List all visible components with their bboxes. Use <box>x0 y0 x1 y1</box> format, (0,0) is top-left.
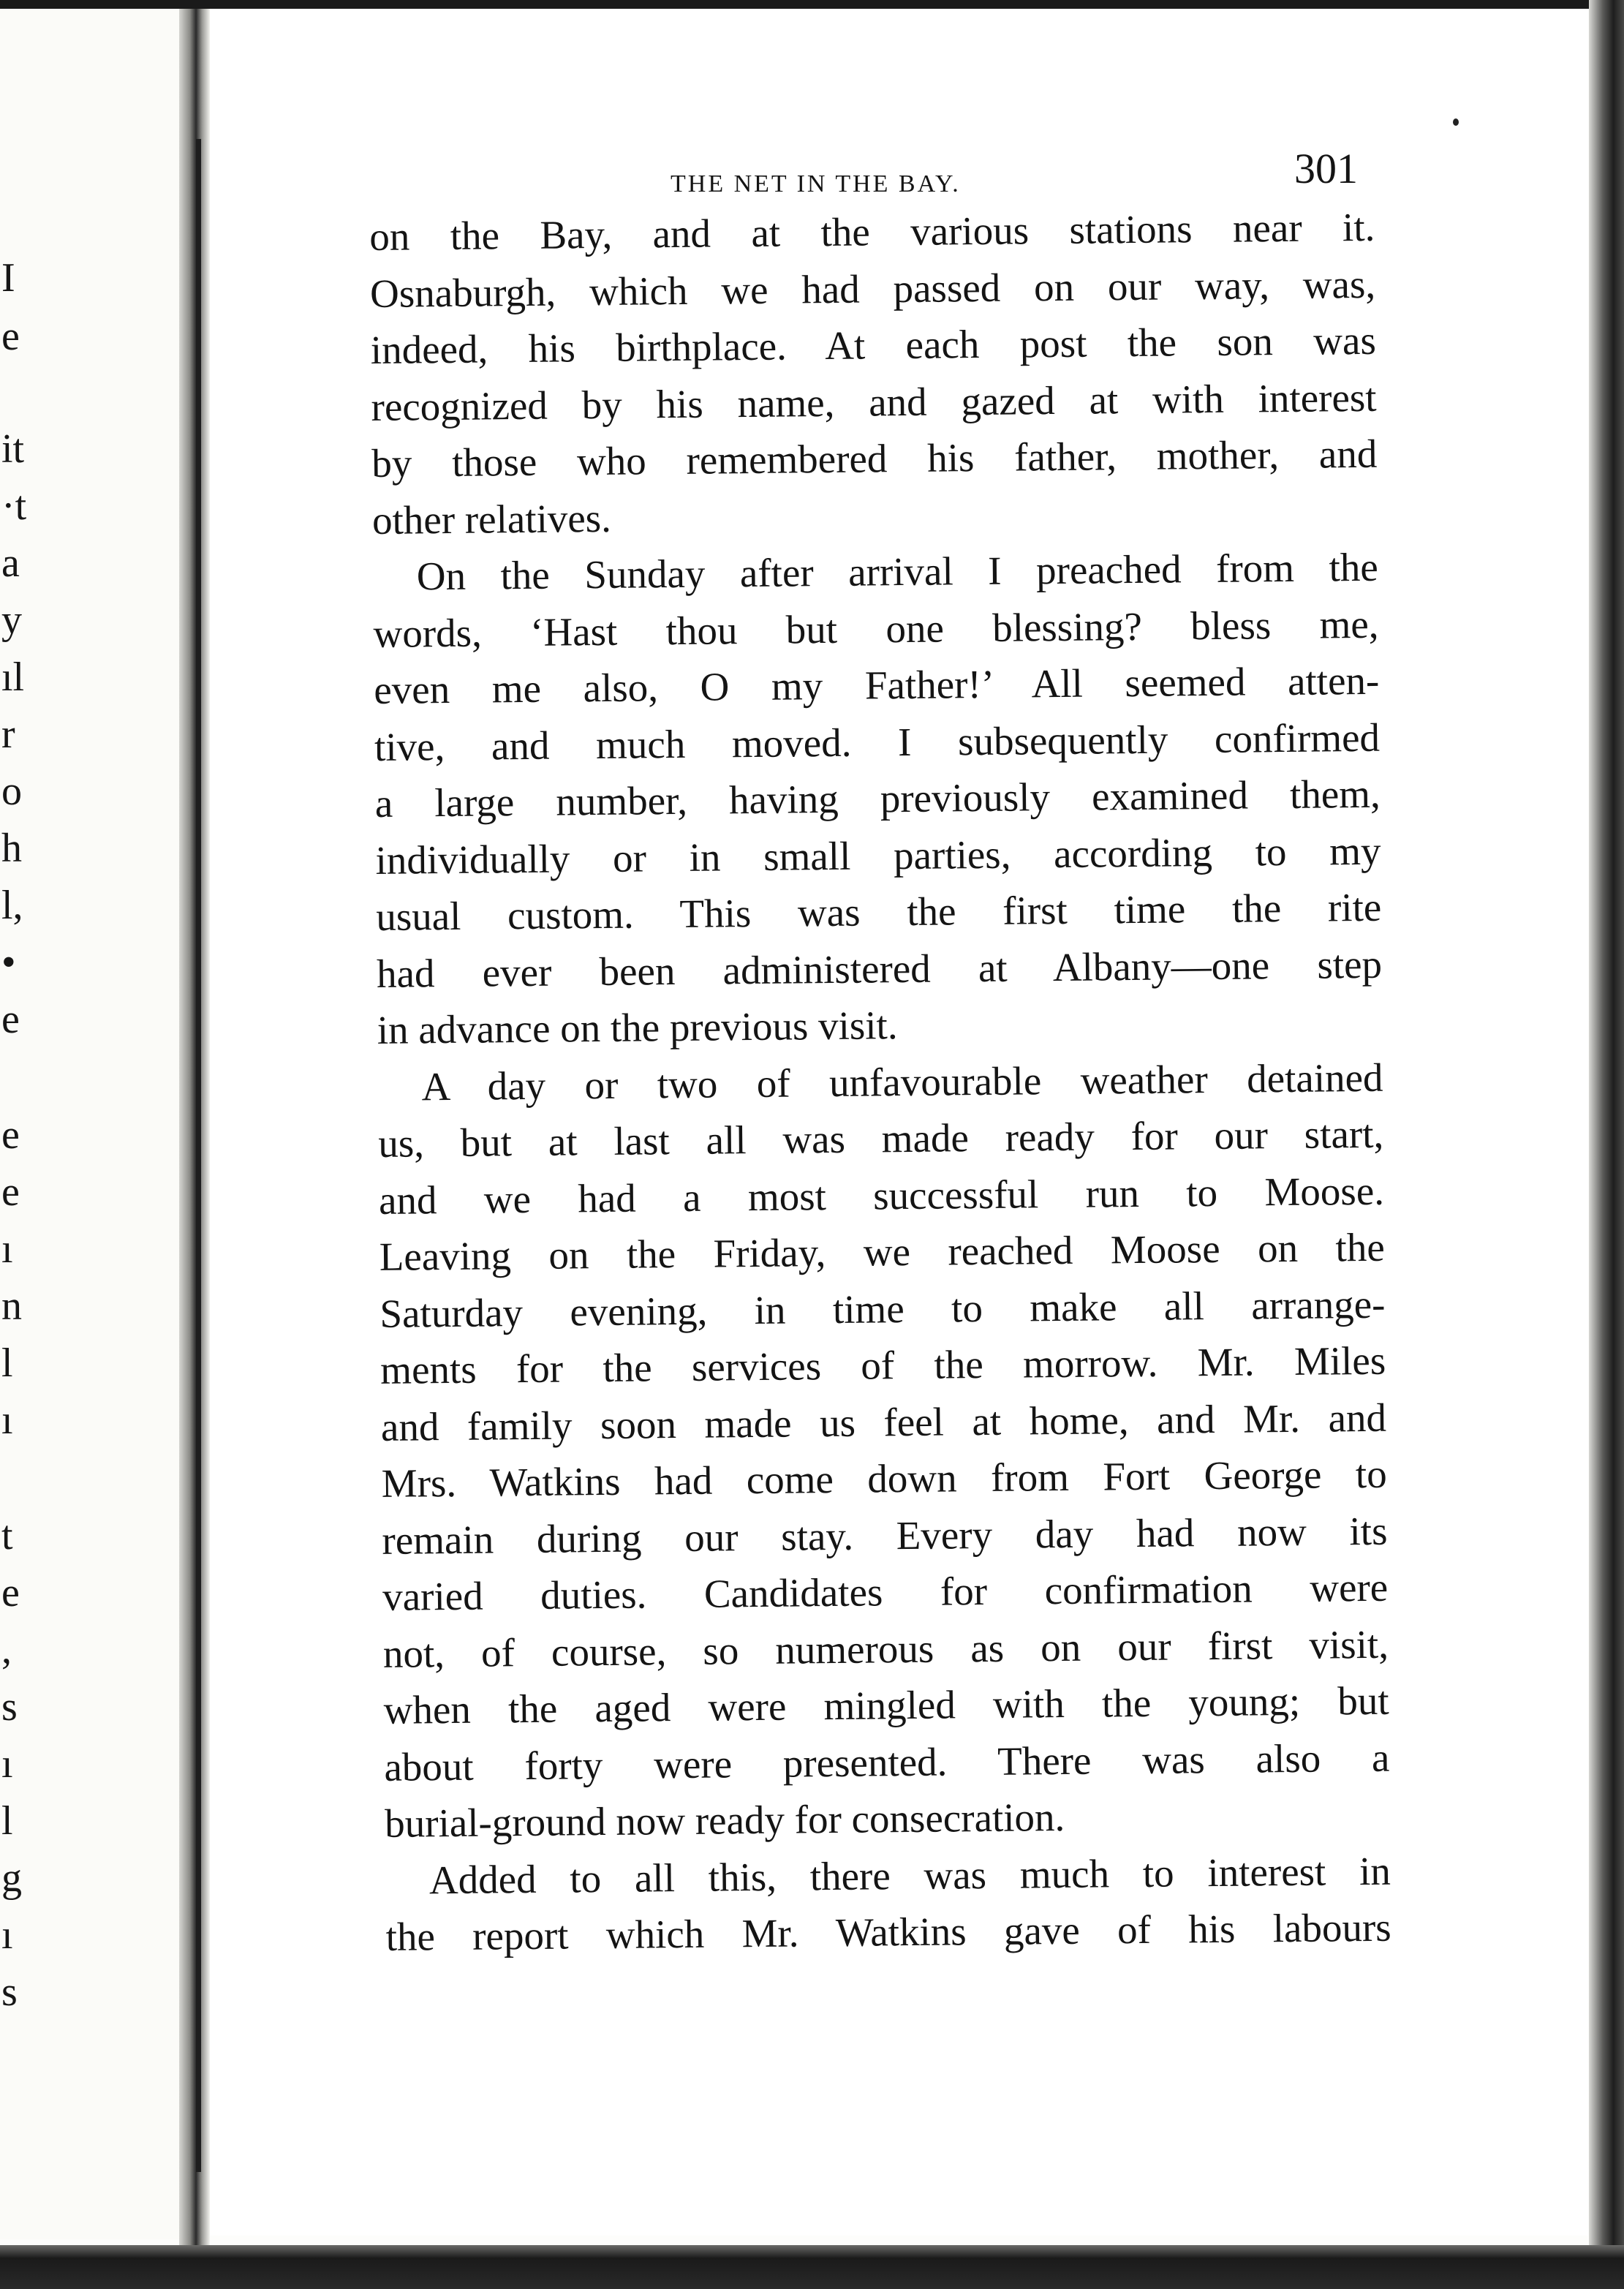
facing-page-fragment: ·t <box>1 483 27 529</box>
text-line: Added to all this, there was much to interest in <box>428 1848 1391 1902</box>
facing-page-fragment: , <box>1 1627 12 1673</box>
facing-page-fragment: e <box>1 1112 20 1158</box>
running-head <box>369 143 1419 208</box>
facing-page-fragment: ı <box>1 1398 13 1443</box>
text-line: usual custom. This was the first time the rite <box>376 884 1382 939</box>
text-line: a large number, having previously examined them, <box>374 771 1381 826</box>
text-line: Saturday evening, in time to make all arrange- <box>379 1281 1386 1336</box>
text-line: and we had a most successful run to Moose. <box>378 1168 1385 1223</box>
facing-page-fragment: r <box>1 712 15 757</box>
text-line: other relatives. <box>371 495 612 543</box>
facing-page-fragment: n <box>1 1283 22 1329</box>
facing-page-fragment: • <box>1 940 16 985</box>
page-content <box>369 143 1419 1966</box>
facing-page-fragment: e <box>1 997 20 1042</box>
facing-page-fragment: e <box>1 1570 20 1615</box>
text-line: and family soon made us feel at home, and Mr. and <box>380 1395 1387 1449</box>
text-line: by those who remembered his father, mother, and <box>371 431 1378 486</box>
facing-page-fragment: e <box>1 314 20 359</box>
facing-page-fragment: l <box>1 1798 13 1844</box>
text-line: indeed, his birthplace. At each post the son was <box>370 317 1377 372</box>
facing-page-fragment: it <box>1 426 25 472</box>
body-text <box>369 198 1435 1965</box>
text-line: about forty were presented. There was also a <box>384 1735 1390 1790</box>
facing-page-fragment: a <box>1 540 20 586</box>
page-number: 301 <box>1294 145 1358 192</box>
facing-page-fragment: ı <box>1 1741 13 1787</box>
text-line: Osnaburgh, which we had passed on our way, was, <box>369 261 1376 316</box>
facing-page-fragment: s <box>1 1969 18 2015</box>
ink-speck <box>1453 118 1459 126</box>
text-line: recognized by his name, and gazed at with interest <box>371 374 1377 429</box>
text-line: even me also, O my Father!’ All seemed atten- <box>374 657 1380 712</box>
facing-page-fragment: h <box>1 826 22 871</box>
running-title: THE NET IN THE BAY. <box>671 170 961 197</box>
facing-page-fragment: s <box>1 1684 18 1730</box>
facing-page-fragment: l, <box>1 883 23 928</box>
gutter-shadow-line <box>196 139 201 2172</box>
text-line: the report which Mr. Watkins gave of his labours <box>385 1904 1391 1959</box>
facing-page-fragment: o <box>1 769 22 814</box>
facing-page-fragment: ı <box>1 1226 13 1272</box>
facing-page-fragment: ıl <box>1 655 25 700</box>
left-facing-page <box>0 9 194 2239</box>
facing-page-fragment: e <box>1 1169 20 1215</box>
facing-page-fragment: g <box>1 1855 22 1901</box>
text-line: Leaving on the Friday, we reached Moose on the <box>379 1224 1385 1279</box>
facing-page-fragment: ı <box>1 1912 13 1958</box>
text-line: individually or in small parties, according to my <box>375 828 1381 883</box>
facing-page-fragment: y <box>1 597 22 643</box>
text-line: on the Bay, and at the various stations near it. <box>369 204 1375 259</box>
facing-page-fragment: I <box>1 255 15 301</box>
text-line: Mrs. Watkins had come down from Fort George to <box>381 1451 1387 1506</box>
text-line: varied duties. Candidates for confirmation were <box>382 1564 1389 1619</box>
scan-top-edge <box>0 0 1624 9</box>
text-line: in advance on the previous visit. <box>377 1003 898 1052</box>
text-line: remain during our stay. Every day had now its <box>382 1508 1388 1563</box>
text-line: ments for the services of the morrow. Mr. Miles <box>379 1338 1386 1392</box>
facing-page-fragment: l <box>1 1340 13 1386</box>
text-line: A day or two of unfavourable weather detained <box>421 1055 1383 1109</box>
text-line: burial-ground now ready for consecration. <box>384 1794 1065 1846</box>
text-line: On the Sunday after arrival I preached from the <box>416 544 1379 599</box>
text-line: us, but at last all was made ready for our start, <box>377 1111 1384 1166</box>
text-line: words, ‘Hast thou but one blessing? bless me, <box>373 601 1379 656</box>
book-right-edge <box>1589 0 1624 2289</box>
text-line: when the aged were mingled with the young; but <box>383 1678 1389 1732</box>
text-line: not, of course, so numerous as on our first visit, <box>382 1621 1389 1676</box>
book-gutter <box>179 9 210 2247</box>
text-line: had ever been administered at Albany—one step <box>376 941 1383 996</box>
facing-page-fragment: t <box>1 1513 13 1558</box>
text-line: tive, and much moved. I subsequently confirmed <box>374 714 1381 769</box>
book-bottom-edge <box>0 2245 1624 2289</box>
